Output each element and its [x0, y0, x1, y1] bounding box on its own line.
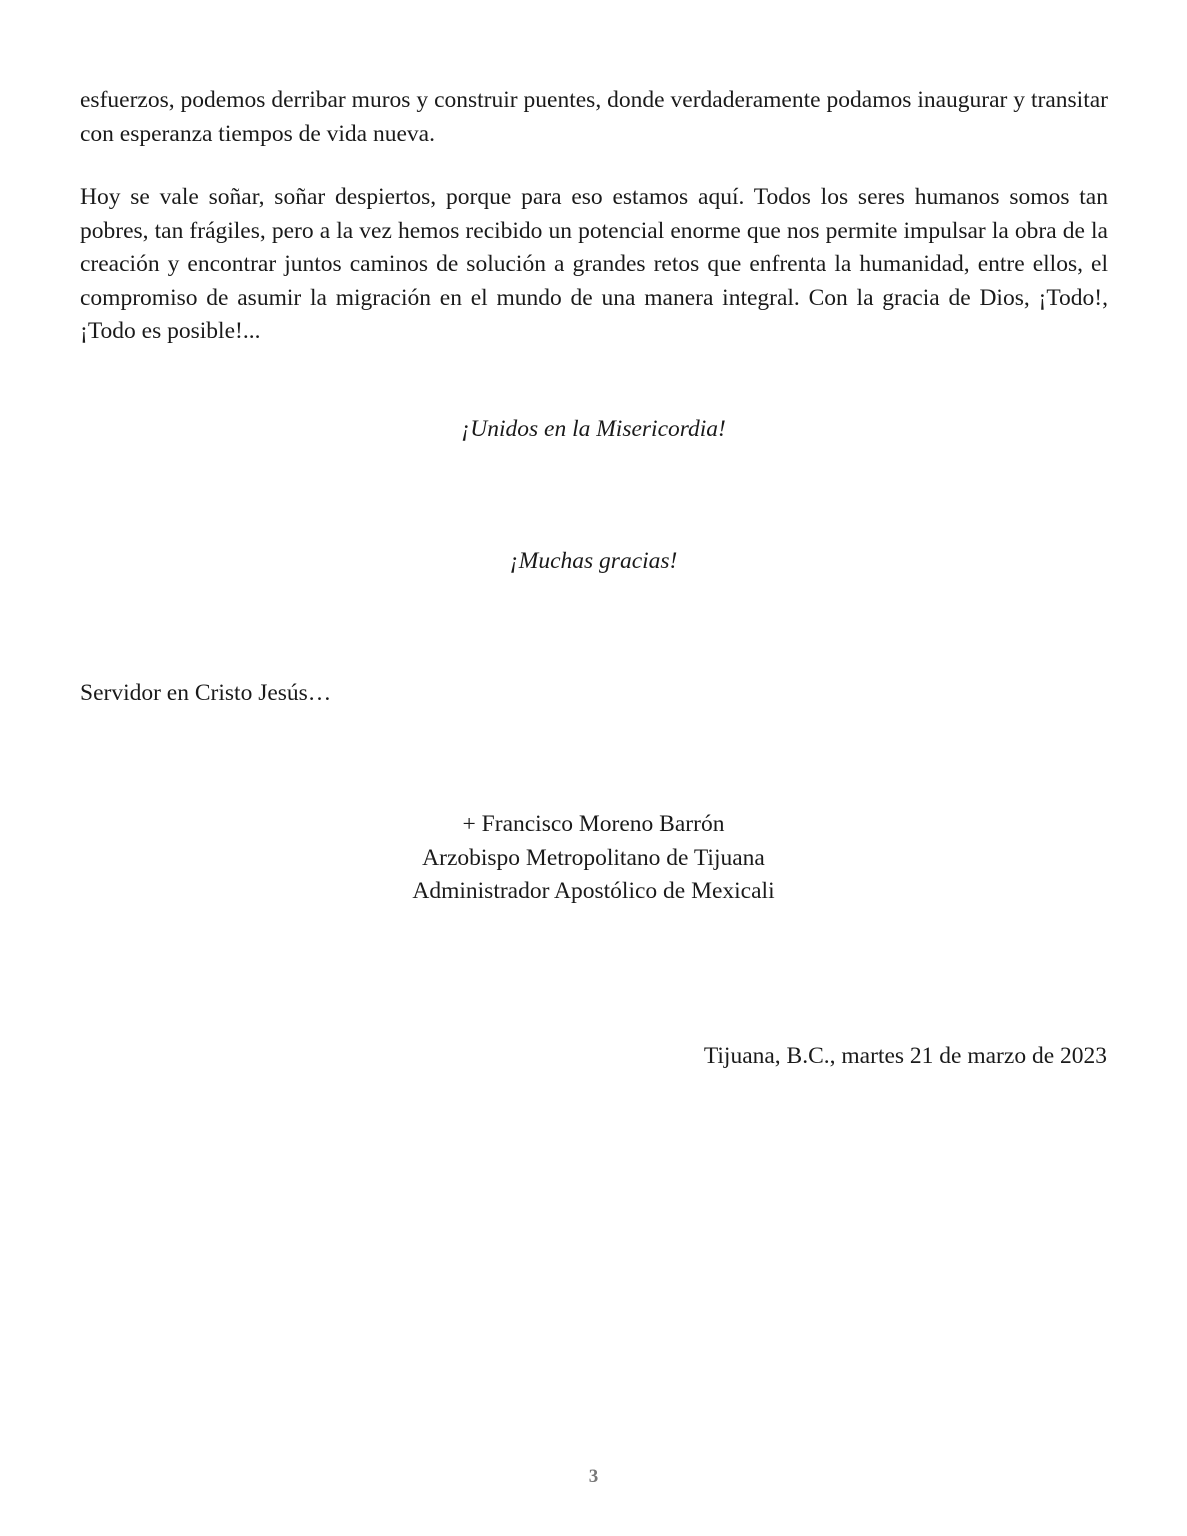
signatory-title: Arzobispo Metropolitano de Tijuana	[422, 844, 765, 871]
date-line: Tijuana, B.C., martes 21 de marzo de 2023	[703, 1043, 1107, 1069]
thanks-line: ¡Muchas gracias!	[509, 548, 678, 574]
signatory-name: + Francisco Moreno Barrón	[462, 811, 725, 837]
body-paragraph: esfuerzos, podemos derribar muros y construir puentes, donde verdaderamente podamos inaugurar y transitar con esperanza tiempos de vida nueva.	[80, 87, 1108, 147]
closing-line: Servidor en Cristo Jesús…	[80, 680, 332, 706]
page-number: 3	[588, 1466, 599, 1487]
signatory-title-secondary: Administrador Apostólico de Mexicali	[412, 878, 775, 904]
signature-block	[0, 808, 1187, 909]
body-paragraph: Hoy se vale soñar, soñar despiertos, porque para eso estamos aquí. Todos los seres humanos somos tan pobres, tan frágiles, pero a la vez hemos recibido un potencial enorme que nos permite impulsar la obra de la creación y encontrar juntos caminos de solución a grandes retos que enfrenta la humanidad, entre ellos, el compromiso de asumir la migración en el mundo de una manera integral. Con la gracia de Dios, ¡Todo!, ¡Todo es posible!...	[80, 184, 1108, 344]
motto-line: ¡Unidos en la Misericordia!	[461, 416, 726, 442]
